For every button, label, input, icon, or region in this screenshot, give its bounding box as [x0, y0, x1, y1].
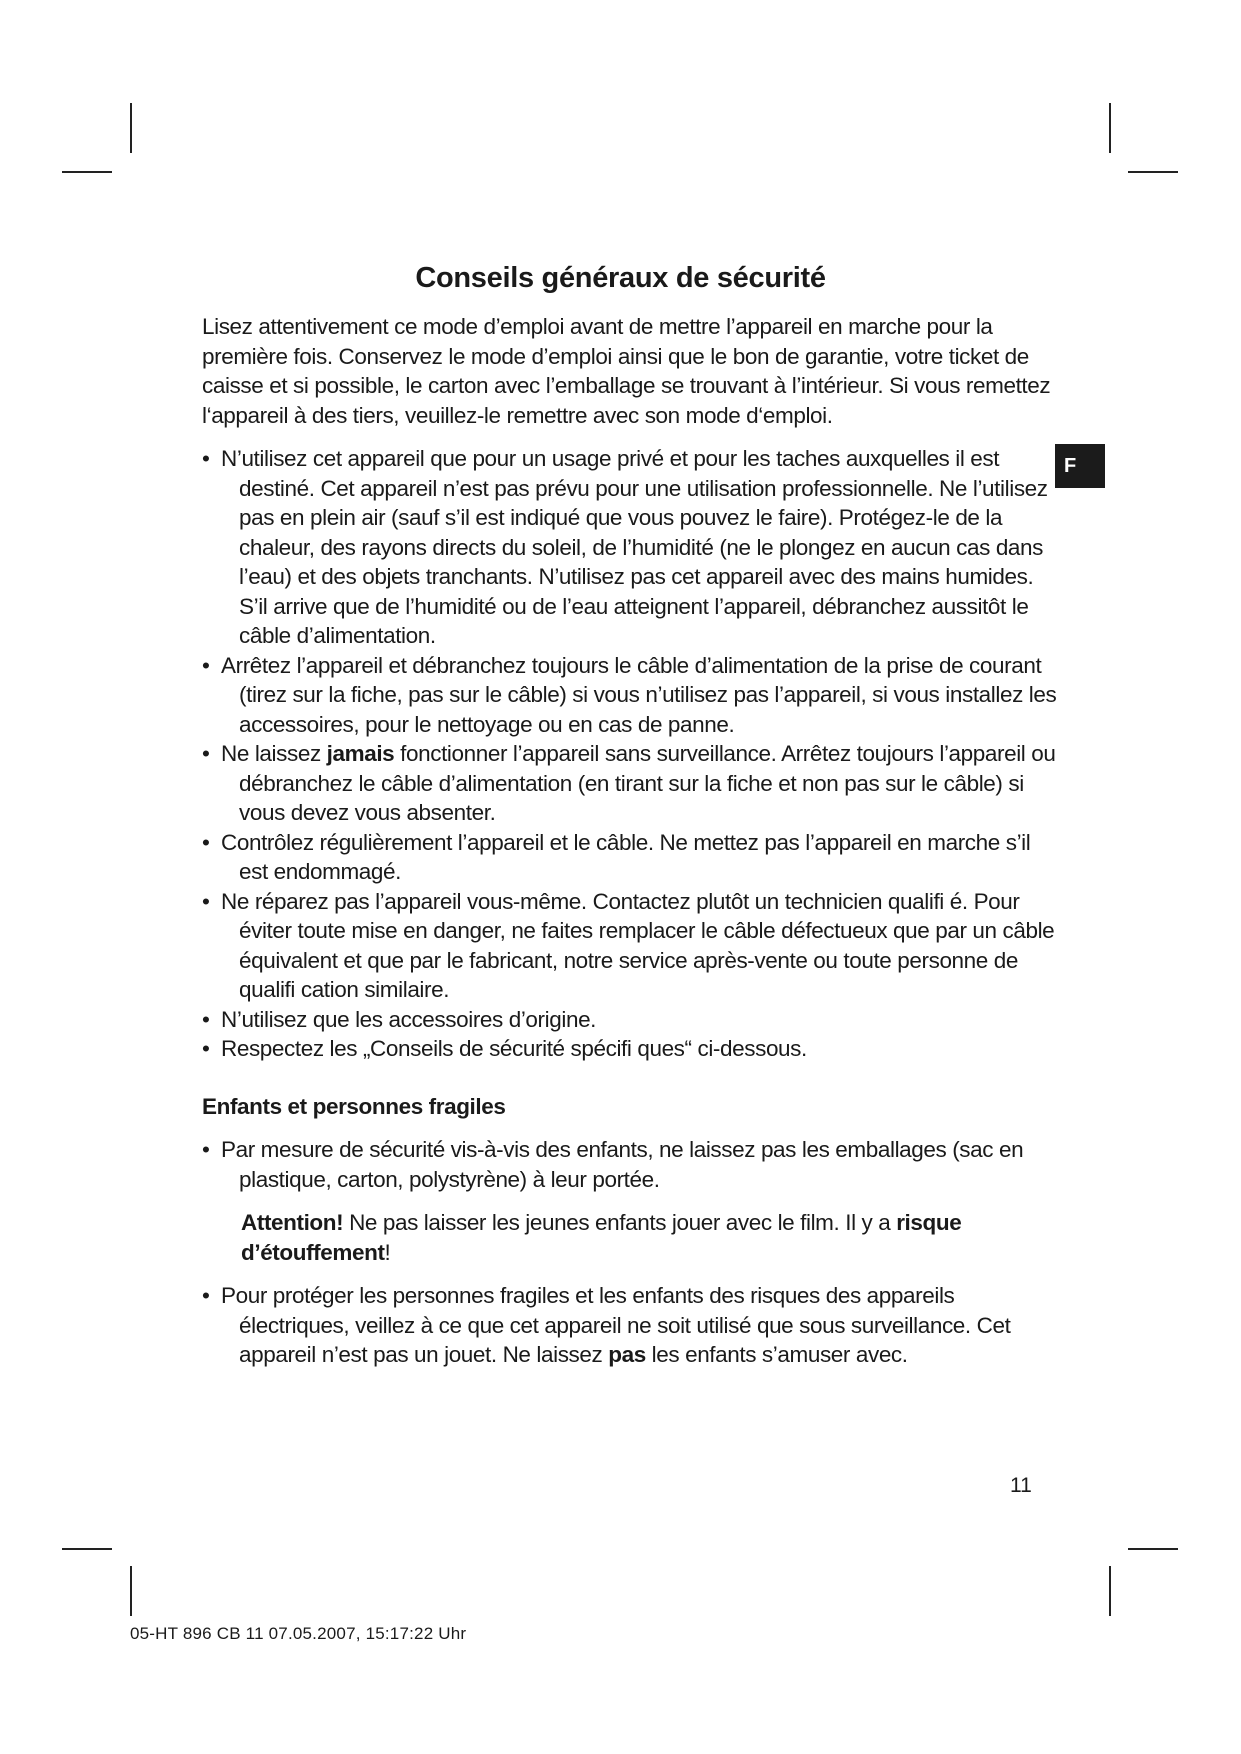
emphasis-text: pas [608, 1342, 646, 1367]
list-item [202, 739, 1060, 828]
crop-mark-bottom-right-vertical [1109, 1566, 1111, 1616]
language-tab: F [1055, 444, 1105, 488]
item-text: Ne laissez [221, 741, 327, 766]
item-text: Pour protéger les personnes fragiles et les enfants des risques des appareils électriques, veillez à ce que cet appareil ne soit utilisé que sous surveillance. Cet appareil n’est pas un jouet. Ne laissez [221, 1283, 1011, 1367]
crop-mark-top-right-vertical [1109, 103, 1111, 153]
list-item: • Respectez les „Conseils de sécurité spécifi ques“ ci-dessous. [202, 1034, 1060, 1064]
warning-text: Ne pas laisser les jeunes enfants jouer avec le film. Il y a [343, 1210, 897, 1235]
list-item: • Par mesure de sécurité vis-à-vis des enfants, ne laissez pas les emballages (sac en plastique, carton, polystyrène) à leur portée. [202, 1135, 1060, 1194]
crop-mark-bottom-right-horizontal [1128, 1548, 1178, 1550]
list-item [202, 1281, 1060, 1370]
list-item: • Ne réparez pas l’appareil vous-même. Contactez plutôt un technicien qualifi é. Pour éviter toute mise en danger, ne faites remplacer le câble défectueux que par un câble équivalent et que par le fabricant, notre service après-vente ou toute personne de qualifi cation similaire. [202, 887, 1060, 1005]
list-item: • N’utilisez cet appareil que pour un usage privé et pour les taches auxquelles il est destiné. Cet appareil n’est pas prévu pour une utilisation professionnelle. Ne l’utilisez pas en plein air (sauf s’il est indiqué que vous pouvez le faire). Protégez-le de la chaleur, des rayons directs du soleil, de l’humidité (ne le plongez en aucun cas dans l’eau) et des objets tranchants. N’utilisez pas cet appareil avec des mains humides. S’il arrive que de l’humidité ou de l’eau atteignent l’appareil, débranchez aussitôt le câble d’alimentation. [202, 444, 1060, 651]
children-safety-list-2 [202, 1281, 1060, 1370]
warning-end: ! [384, 1239, 391, 1265]
item-text: fonctionner l’appareil sans surveillance. Arrêtez toujours l’appareil ou débranchez le câble d’alimentation (en tirant sur la fiche et non pas sur le câble) si vous devez vous absenter. [239, 741, 1056, 825]
crop-mark-bottom-left-horizontal [62, 1548, 112, 1550]
list-item: • Arrêtez l’appareil et débranchez toujours le câble d’alimentation de la prise de courant (tirez sur la fiche, pas sur le câble) si vous n’utilisez pas l’appareil, si vous installez les accessoires, pour le nettoyage ou en cas de panne. [202, 651, 1060, 740]
children-safety-list [202, 1135, 1060, 1194]
section-heading: Enfants et personnes fragiles [202, 1093, 506, 1119]
warning-label: Attention! [241, 1210, 344, 1235]
warning-emphasis: risque d’étouffement [241, 1210, 962, 1265]
intro-paragraph: Lisez attentivement ce mode d’emploi avant de mettre l’appareil en marche pour la première fois. Conservez le mode d’emploi ainsi que le bon de garantie, votre ticket de caisse et si possible, le carton avec l’emballage se trouvant à l’intérieur. Si vous remettez l‘appareil à des tiers, veuillez-le remettre avec son mode d‘emploi. [202, 314, 1051, 428]
emphasis-text: jamais [326, 741, 395, 766]
crop-mark-top-right-horizontal [1128, 171, 1178, 173]
page-title: Conseils généraux de sécurité [415, 262, 826, 294]
list-item: • Contrôlez régulièrement l’appareil et le câble. Ne mettez pas l’appareil en marche s’il est endommagé. [202, 828, 1060, 887]
general-safety-list [202, 444, 1060, 1064]
crop-mark-top-left-vertical [130, 103, 132, 153]
list-item: • N’utilisez que les accessoires d’origine. [202, 1005, 1060, 1035]
crop-mark-top-left-horizontal [62, 171, 112, 173]
page-number: 11 [1010, 1474, 1032, 1497]
print-footer: 05-HT 896 CB 11 07.05.2007, 15:17:22 Uhr [130, 1624, 467, 1643]
warning-note [202, 1208, 1060, 1267]
crop-mark-bottom-left-vertical [130, 1566, 132, 1616]
document-body [202, 312, 1060, 1370]
item-text: les enfants s’amuser avec. [645, 1342, 908, 1367]
